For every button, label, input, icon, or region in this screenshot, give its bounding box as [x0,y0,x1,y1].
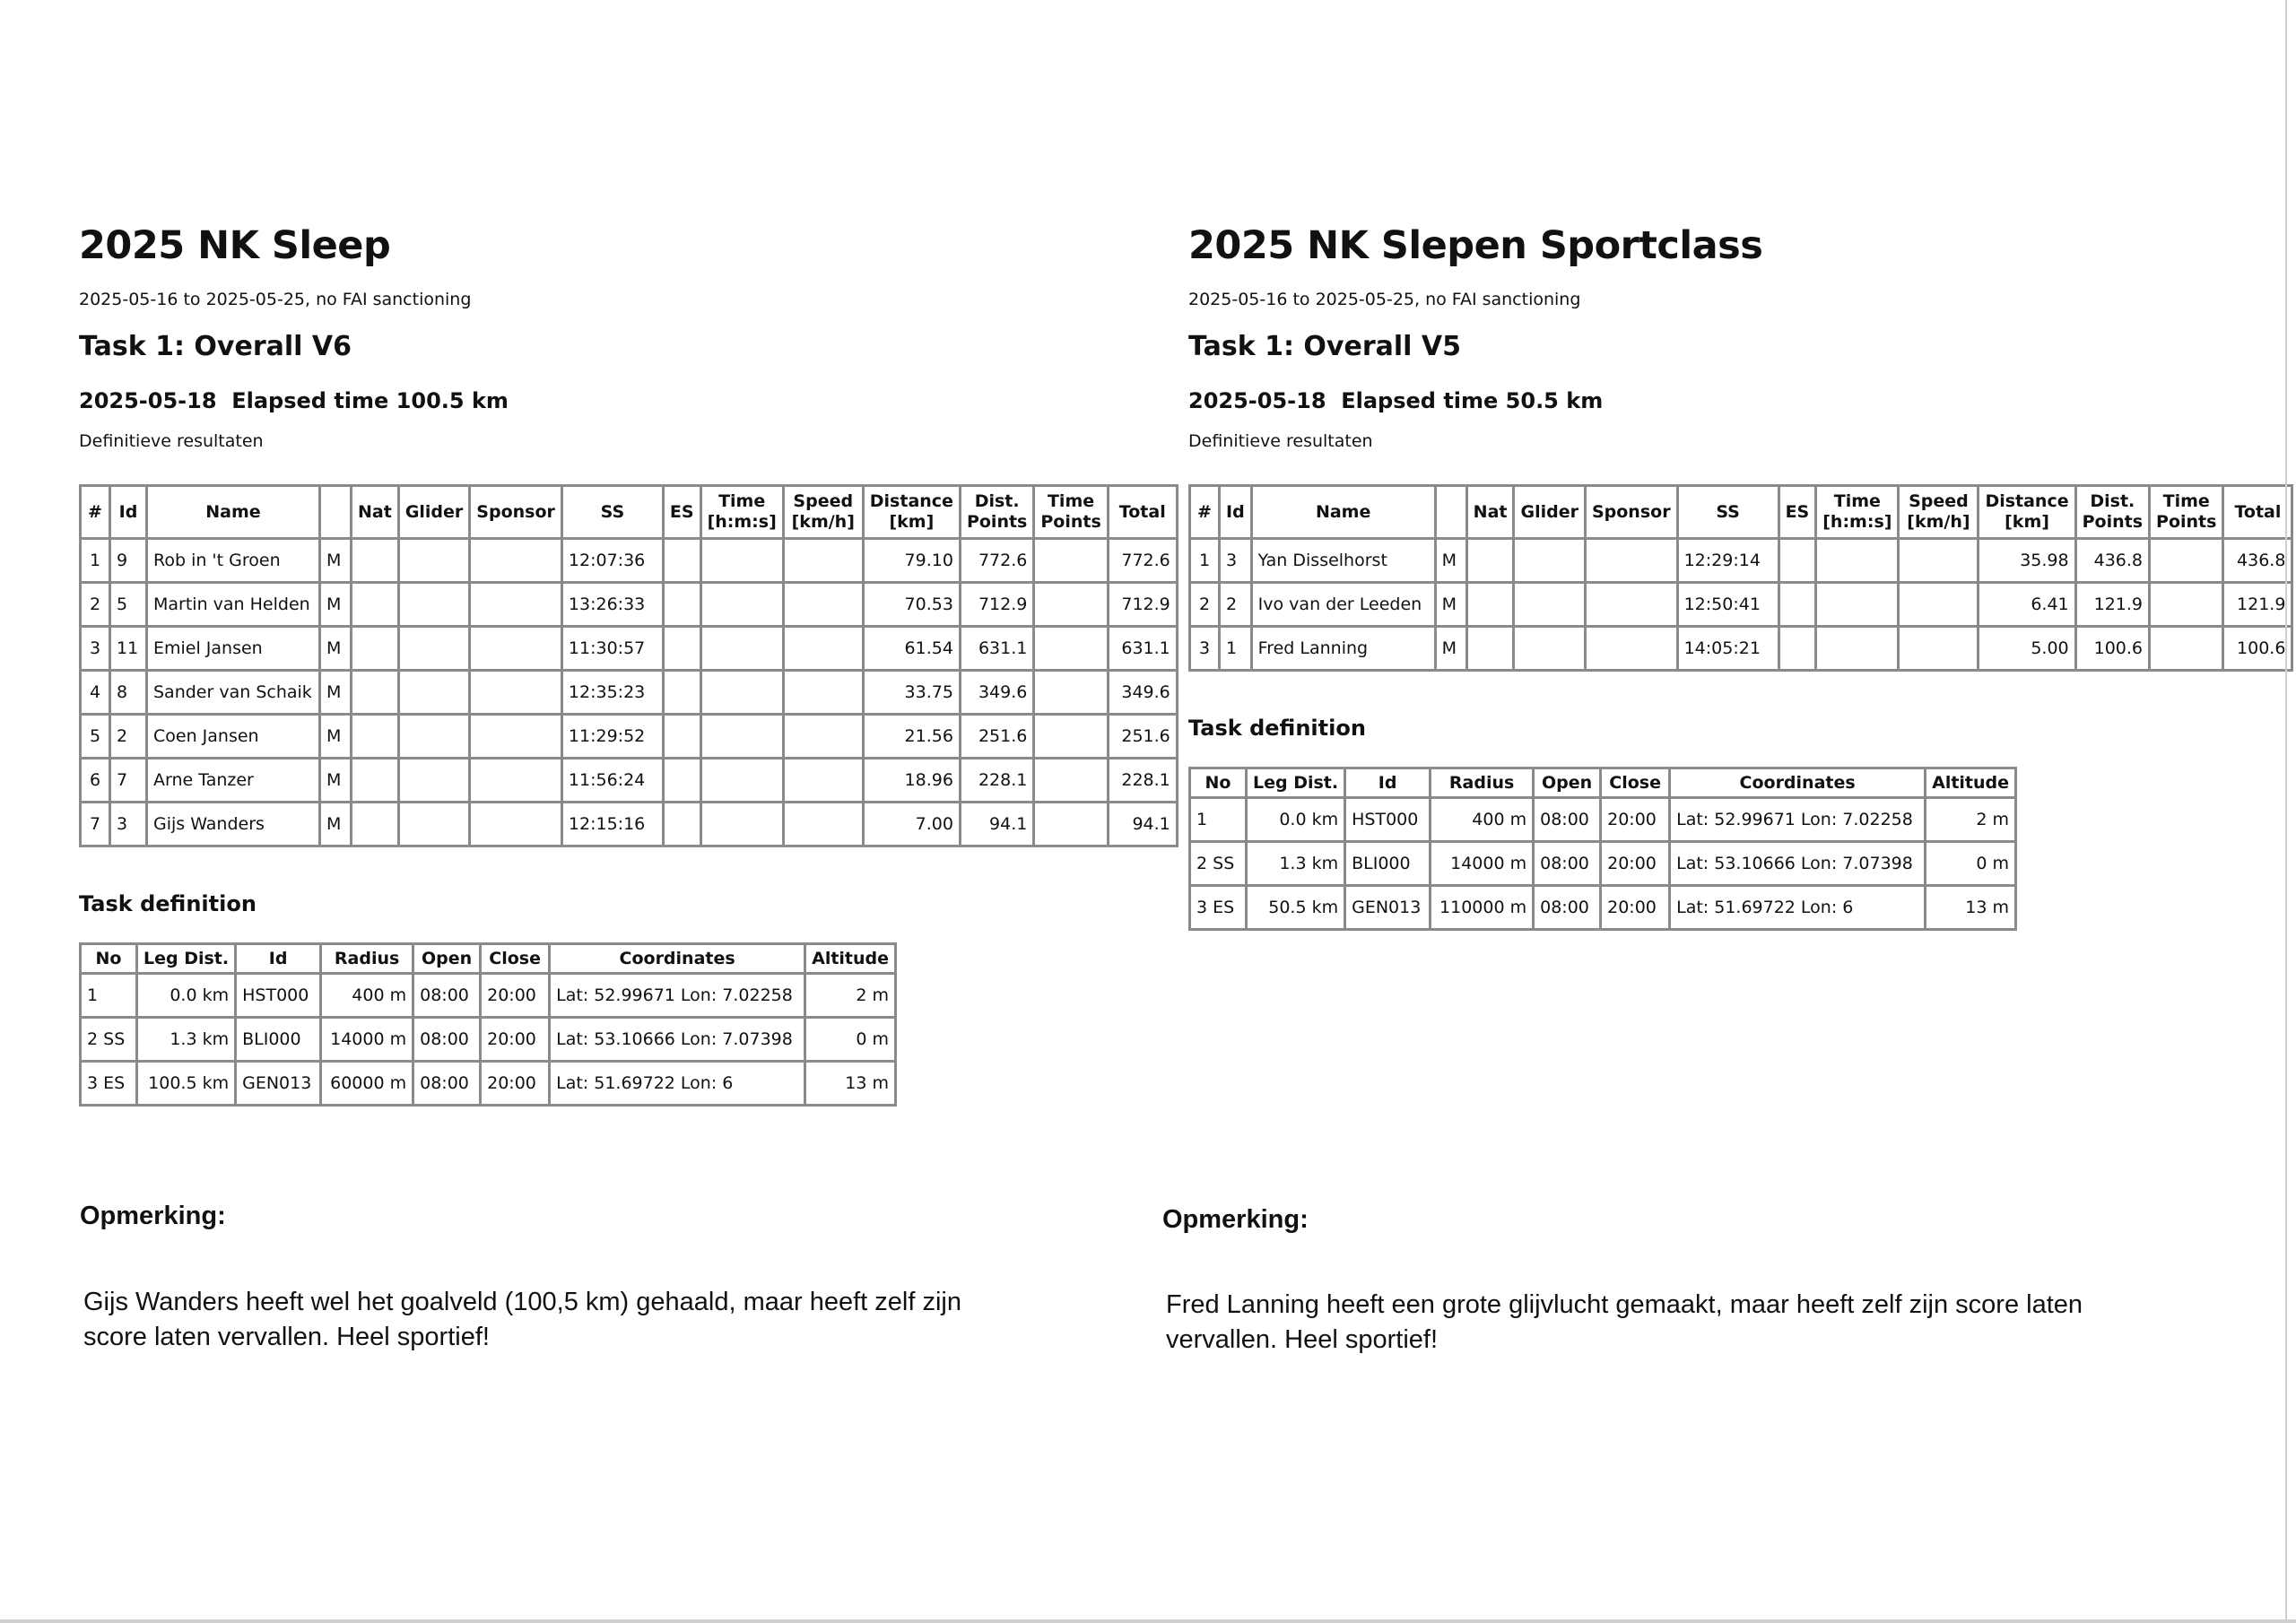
sponsor-cell [1585,627,1677,671]
page-border-right [2285,0,2287,1623]
total-cell: 772.6 [1108,539,1177,583]
task-subtitle [79,387,1178,414]
turnpoint-id-cell: BLI000 [1345,842,1431,886]
rank-cell: 7 [81,803,110,846]
coordinates-cell: Lat: 52.99671 Lon: 7.02258 [1670,798,1926,842]
table-row [1190,842,2016,886]
remark-text-right [1166,1288,2083,1358]
col-ss: SS [1677,486,1779,539]
table-row [1190,539,2292,583]
glider-cell [1514,627,1585,671]
id-cell: 11 [110,627,147,671]
col-total: Total [1108,486,1177,539]
pilot-name-cell: Rob in 't Groen [147,539,320,583]
glider-cell [398,671,469,715]
glider-cell [398,539,469,583]
turnpoint-id-cell: GEN013 [1345,886,1431,930]
coordinates-cell: Lat: 53.10666 Lon: 7.07398 [550,1018,805,1062]
es-cell [1779,583,1816,627]
gender-cell: M [320,759,352,803]
altitude-cell: 0 m [805,1018,896,1062]
ss-cell: 12:50:41 [1677,583,1779,627]
col-dist-points: Dist. Points [2075,486,2149,539]
competition-dates: 2025-05-16 to 2025-05-25, no FAI sanctioning [79,290,472,309]
id-cell: 2 [110,715,147,759]
open-cell: 08:00 [1534,886,1601,930]
col-nat: Nat [1466,486,1514,539]
close-cell: 20:00 [1601,842,1670,886]
results-status: Definitieve resultaten [79,431,264,451]
glider-cell [398,583,469,627]
nat-cell [352,627,399,671]
radius-cell: 60000 m [321,1062,413,1106]
col-rank: # [1190,486,1220,539]
dist-points-cell: 631.1 [960,627,1033,671]
time-cell [700,539,783,583]
turnpoint-id-cell: GEN013 [236,1062,321,1106]
taskdef-header-row [81,944,896,974]
total-cell: 712.9 [1108,583,1177,627]
remark-line: Fred Lanning heeft een grote glijvlucht gemaakt, maar heeft zelf zijn score laten [1166,1290,2083,1319]
col-speed: Speed [km/h] [783,486,863,539]
col-time-points: Time Points [2150,486,2223,539]
glider-cell [1514,583,1585,627]
gender-cell: M [320,671,352,715]
distance-cell: 18.96 [863,759,960,803]
no-cell: 1 [81,974,137,1018]
dist-points-cell: 349.6 [960,671,1033,715]
es-cell [663,759,700,803]
pilot-name-cell: Sander van Schaik [147,671,320,715]
results-header-row [81,486,1178,539]
col-radius: Radius [321,944,413,974]
speed-cell [1899,627,1979,671]
col-nat: Nat [352,486,399,539]
col-glider: Glider [398,486,469,539]
col-no: No [81,944,137,974]
nat-cell [352,715,399,759]
pilot-name-cell: Arne Tanzer [147,759,320,803]
distance-cell: 21.56 [863,715,960,759]
col-rank: # [81,486,110,539]
gender-cell: M [1435,539,1466,583]
nat-cell [352,583,399,627]
col-sponsor: Sponsor [1585,486,1677,539]
taskdef-header-row [1190,768,2016,798]
col-altitude: Altitude [1926,768,2016,798]
dist-points-cell: 100.6 [2075,627,2149,671]
sponsor-cell [1585,539,1677,583]
results-status: Definitieve resultaten [1188,431,1373,451]
open-cell: 08:00 [1534,798,1601,842]
close-cell: 20:00 [481,1062,550,1106]
nat-cell [352,671,399,715]
task-definition-table [1188,767,2017,931]
sponsor-cell [470,583,562,627]
time-points-cell [2150,627,2223,671]
ss-cell: 12:07:36 [561,539,663,583]
turnpoint-id-cell: BLI000 [236,1018,321,1062]
task-subtitle [1188,387,2293,414]
ss-cell: 13:26:33 [561,583,663,627]
time-points-cell [2150,583,2223,627]
total-cell: 436.8 [2223,539,2292,583]
task-type: Elapsed time 100.5 km [231,388,509,413]
results-header-row [1190,486,2292,539]
remark-line: vervallen. Heel sportief! [1166,1325,1439,1354]
glider-cell [398,627,469,671]
col-leg-dist: Leg Dist. [137,944,236,974]
speed-cell [783,759,863,803]
col-id: Id [110,486,147,539]
distance-cell: 79.10 [863,539,960,583]
time-points-cell [1034,627,1108,671]
time-cell [700,627,783,671]
remark-line: Gijs Wanders heeft wel het goalveld (100,5 km) gehaald, maar heeft zelf zijn [83,1288,961,1316]
nat-cell [1466,583,1514,627]
total-cell: 100.6 [2223,627,2292,671]
rank-cell: 3 [81,627,110,671]
speed-cell [1899,539,1979,583]
competition-dates: 2025-05-16 to 2025-05-25, no FAI sanctioning [1188,290,1581,309]
dist-points-cell: 772.6 [960,539,1033,583]
col-coordinates: Coordinates [550,944,805,974]
table-row [81,627,1178,671]
remark-title-right: Opmerking: [1162,1205,1309,1234]
gender-cell: M [320,627,352,671]
sponsor-cell [470,759,562,803]
rank-cell: 2 [1190,583,1220,627]
dist-points-cell: 436.8 [2075,539,2149,583]
time-cell [700,759,783,803]
radius-cell: 400 m [1431,798,1534,842]
gender-cell: M [320,583,352,627]
col-altitude: Altitude [805,944,896,974]
time-points-cell [2150,539,2223,583]
open-cell: 08:00 [413,1062,481,1106]
col-name: Name [147,486,320,539]
results-table [79,484,1178,847]
nat-cell [352,759,399,803]
distance-cell: 70.53 [863,583,960,627]
coordinates-cell: Lat: 52.99671 Lon: 7.02258 [550,974,805,1018]
leg-dist-cell: 0.0 km [1247,798,1345,842]
ss-cell: 11:29:52 [561,715,663,759]
col-distance: Distance [km] [863,486,960,539]
speed-cell [783,583,863,627]
time-points-cell [1034,671,1108,715]
col-name: Name [1251,486,1435,539]
altitude-cell: 0 m [1926,842,2016,886]
id-cell: 1 [1220,627,1252,671]
distance-cell: 6.41 [1979,583,2075,627]
col-es: ES [663,486,700,539]
speed-cell [783,803,863,846]
distance-cell: 5.00 [1979,627,2075,671]
table-row [81,759,1178,803]
col-turnpoint-id: Id [1345,768,1431,798]
sponsor-cell [470,539,562,583]
ss-cell: 12:15:16 [561,803,663,846]
altitude-cell: 2 m [805,974,896,1018]
remark-title-left: Opmerking: [80,1202,226,1230]
ss-cell: 14:05:21 [1677,627,1779,671]
ss-cell: 12:35:23 [561,671,663,715]
col-distance: Distance [km] [1979,486,2075,539]
no-cell: 2 SS [1190,842,1247,886]
speed-cell [783,627,863,671]
pilot-name-cell: Coen Jansen [147,715,320,759]
table-row [81,1018,896,1062]
sponsor-cell [470,671,562,715]
close-cell: 20:00 [481,974,550,1018]
es-cell [663,583,700,627]
col-speed: Speed [km/h] [1899,486,1979,539]
glider-cell [1514,539,1585,583]
sponsor-cell [470,803,562,846]
gender-cell: M [1435,627,1466,671]
col-time-points: Time Points [1034,486,1108,539]
total-cell: 349.6 [1108,671,1177,715]
es-cell [663,627,700,671]
col-dist-points: Dist. Points [960,486,1033,539]
time-cell [700,803,783,846]
table-row [1190,886,2016,930]
pilot-name-cell: Fred Lanning [1251,627,1435,671]
dist-points-cell: 712.9 [960,583,1033,627]
close-cell: 20:00 [481,1018,550,1062]
pilot-name-cell: Ivo van der Leeden [1251,583,1435,627]
es-cell [1779,539,1816,583]
no-cell: 1 [1190,798,1247,842]
col-coordinates: Coordinates [1670,768,1926,798]
altitude-cell: 13 m [805,1062,896,1106]
total-cell: 228.1 [1108,759,1177,803]
rank-cell: 1 [1190,539,1220,583]
remark-line: score laten vervallen. Heel sportief! [83,1323,490,1351]
time-points-cell [1034,539,1108,583]
pilot-name-cell: Emiel Jansen [147,627,320,671]
task-type: Elapsed time 50.5 km [1341,388,1604,413]
es-cell [663,803,700,846]
total-cell: 251.6 [1108,715,1177,759]
distance-cell: 7.00 [863,803,960,846]
task-date: 2025-05-18 [79,388,217,413]
id-cell: 5 [110,583,147,627]
speed-cell [783,715,863,759]
sponsor-cell [470,627,562,671]
es-cell [1779,627,1816,671]
altitude-cell: 2 m [1926,798,2016,842]
altitude-cell: 13 m [1926,886,2016,930]
table-row [81,1062,896,1106]
id-cell: 7 [110,759,147,803]
time-cell [700,671,783,715]
col-sponsor: Sponsor [470,486,562,539]
leg-dist-cell: 0.0 km [137,974,236,1018]
open-cell: 08:00 [413,1018,481,1062]
rank-cell: 1 [81,539,110,583]
speed-cell [783,671,863,715]
total-cell: 121.9 [2223,583,2292,627]
time-points-cell [1034,803,1108,846]
sponsor-cell [470,715,562,759]
rank-cell: 2 [81,583,110,627]
dist-points-cell: 94.1 [960,803,1033,846]
id-cell: 9 [110,539,147,583]
leg-dist-cell: 50.5 km [1247,886,1345,930]
competition-title: 2025 NK Sleep [79,223,391,268]
open-cell: 08:00 [413,974,481,1018]
col-gender [1435,486,1466,539]
time-cell [1816,583,1899,627]
time-cell [1816,539,1899,583]
es-cell [663,539,700,583]
radius-cell: 110000 m [1431,886,1534,930]
task-definition-title: Task definition [1188,716,1366,741]
nat-cell [1466,627,1514,671]
task-definition-title: Task definition [79,891,257,916]
distance-cell: 33.75 [863,671,960,715]
total-cell: 94.1 [1108,803,1177,846]
table-row [81,974,896,1018]
col-total: Total [2223,486,2292,539]
page-border-bottom [0,1619,2296,1623]
id-cell: 2 [1220,583,1252,627]
glider-cell [398,759,469,803]
gender-cell: M [320,803,352,846]
es-cell [663,715,700,759]
pilot-name-cell: Yan Disselhorst [1251,539,1435,583]
col-id: Id [1220,486,1252,539]
ss-cell: 11:30:57 [561,627,663,671]
dist-points-cell: 121.9 [2075,583,2149,627]
pilot-name-cell: Martin van Helden [147,583,320,627]
col-no: No [1190,768,1247,798]
col-turnpoint-id: Id [236,944,321,974]
col-time: Time [h:m:s] [700,486,783,539]
gender-cell: M [320,539,352,583]
radius-cell: 14000 m [1431,842,1534,886]
ss-cell: 12:29:14 [1677,539,1779,583]
distance-cell: 61.54 [863,627,960,671]
id-cell: 8 [110,671,147,715]
task-title: Task 1: Overall V5 [1188,331,1461,362]
ss-cell: 11:56:24 [561,759,663,803]
leg-dist-cell: 100.5 km [137,1062,236,1106]
close-cell: 20:00 [1601,886,1670,930]
table-row [81,715,1178,759]
radius-cell: 400 m [321,974,413,1018]
col-time: Time [h:m:s] [1816,486,1899,539]
col-radius: Radius [1431,768,1534,798]
speed-cell [1899,583,1979,627]
es-cell [663,671,700,715]
col-leg-dist: Leg Dist. [1247,768,1345,798]
gender-cell: M [320,715,352,759]
glider-cell [398,803,469,846]
table-row [1190,583,2292,627]
task-definition-table [79,942,897,1107]
col-close: Close [1601,768,1670,798]
distance-cell: 35.98 [1979,539,2075,583]
glider-cell [398,715,469,759]
speed-cell [783,539,863,583]
col-es: ES [1779,486,1816,539]
col-open: Open [413,944,481,974]
time-points-cell [1034,759,1108,803]
table-row [1190,798,2016,842]
results-table [1188,484,2293,672]
turnpoint-id-cell: HST000 [236,974,321,1018]
leg-dist-cell: 1.3 km [137,1018,236,1062]
radius-cell: 14000 m [321,1018,413,1062]
nat-cell [352,803,399,846]
task-title: Task 1: Overall V6 [79,331,352,362]
task-date: 2025-05-18 [1188,388,1326,413]
col-gender [320,486,352,539]
leg-dist-cell: 1.3 km [1247,842,1345,886]
nat-cell [352,539,399,583]
col-close: Close [481,944,550,974]
coordinates-cell: Lat: 51.69722 Lon: 6 [1670,886,1926,930]
rank-cell: 6 [81,759,110,803]
time-cell [700,715,783,759]
dist-points-cell: 251.6 [960,715,1033,759]
total-cell: 631.1 [1108,627,1177,671]
close-cell: 20:00 [1601,798,1670,842]
table-row [81,583,1178,627]
no-cell: 3 ES [1190,886,1247,930]
table-row [81,539,1178,583]
rank-cell: 5 [81,715,110,759]
no-cell: 3 ES [81,1062,137,1106]
remark-text-left [83,1285,961,1355]
competition-title: 2025 NK Slepen Sportclass [1188,223,1763,268]
coordinates-cell: Lat: 51.69722 Lon: 6 [550,1062,805,1106]
table-row [81,803,1178,846]
pilot-name-cell: Gijs Wanders [147,803,320,846]
time-points-cell [1034,715,1108,759]
no-cell: 2 SS [81,1018,137,1062]
coordinates-cell: Lat: 53.10666 Lon: 7.07398 [1670,842,1926,886]
time-cell [1816,627,1899,671]
time-cell [700,583,783,627]
table-row [81,671,1178,715]
id-cell: 3 [110,803,147,846]
table-row [1190,627,2292,671]
turnpoint-id-cell: HST000 [1345,798,1431,842]
competition-panel-left [79,221,1178,1107]
time-points-cell [1034,583,1108,627]
rank-cell: 3 [1190,627,1220,671]
open-cell: 08:00 [1534,842,1601,886]
id-cell: 3 [1220,539,1252,583]
nat-cell [1466,539,1514,583]
col-open: Open [1534,768,1601,798]
col-glider: Glider [1514,486,1585,539]
dist-points-cell: 228.1 [960,759,1033,803]
competition-panel-right [1188,221,2293,931]
gender-cell: M [1435,583,1466,627]
col-ss: SS [561,486,663,539]
rank-cell: 4 [81,671,110,715]
sponsor-cell [1585,583,1677,627]
